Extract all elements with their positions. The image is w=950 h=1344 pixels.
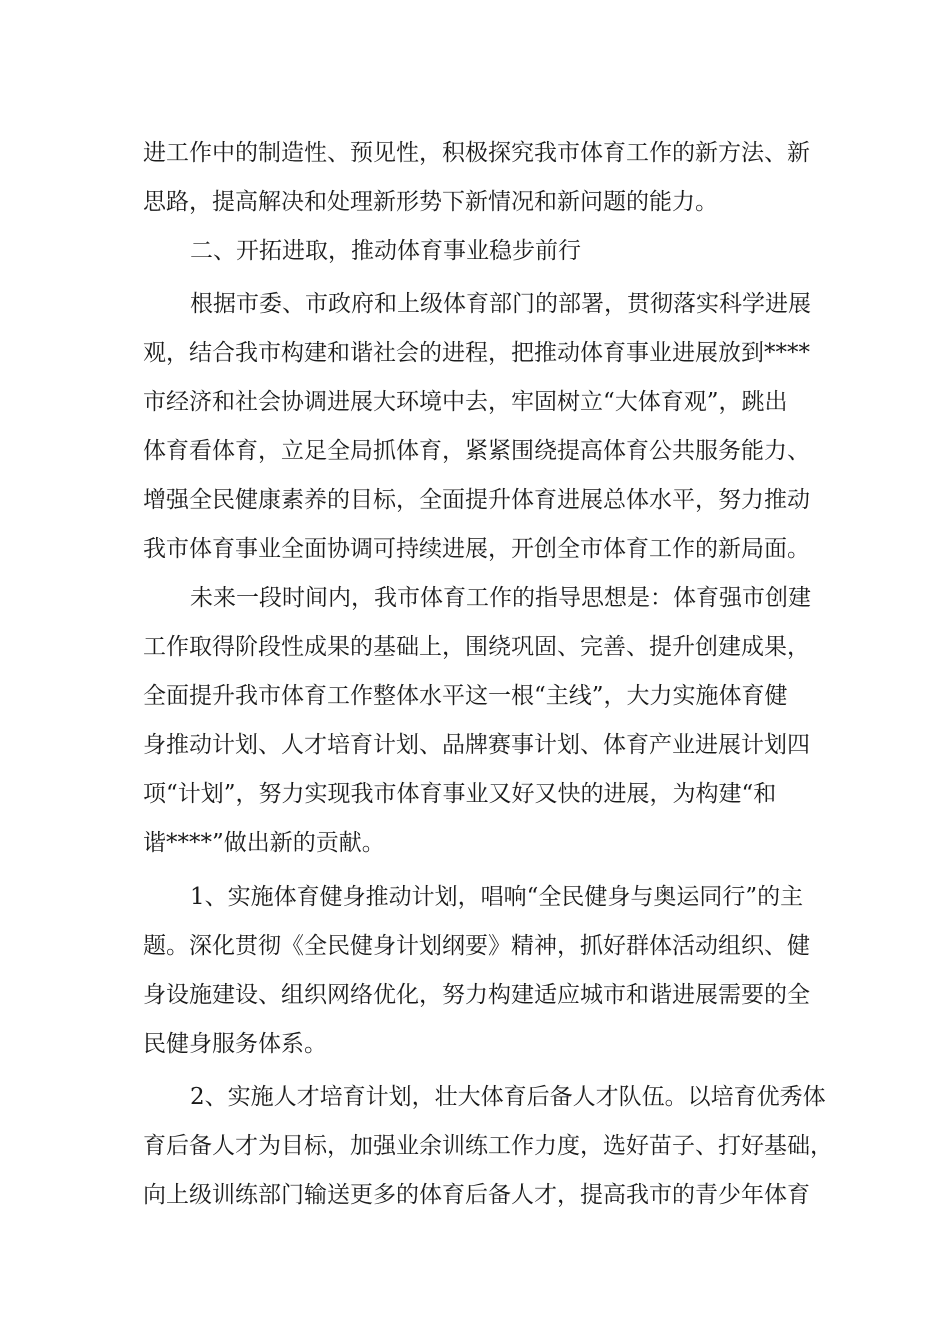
- text-line: 向上级训练部门输送更多的体育后备人才，提高我市的青少年体育: [143, 1182, 810, 1208]
- text-line: 题。深化贯彻《全民健身计划纲要》精神，抓好群体活动组织、健: [143, 933, 810, 959]
- text-line: 市经济和社会协调进展大环境中去，牢固树立“大体育观”，跳出: [143, 389, 788, 415]
- text-line: 项“计划”，努力实现我市体育事业又好又快的进展，为构建“和: [143, 781, 777, 807]
- text-line: 未来一段时间内，我市体育工作的指导思想是：体育强市创建: [190, 585, 811, 611]
- text-line: 育后备人才为目标，加强业余训练工作力度，选好苗子、打好基础，: [143, 1133, 833, 1159]
- text-line: 1、实施体育健身推动计划，唱响“全民健身与奥运同行”的主: [190, 884, 804, 910]
- text-line: 全面提升我市体育工作整体水平这一根“主线”，大力实施体育健: [143, 683, 788, 709]
- text-line: 身设施建设、组织网络优化，努力构建适应城市和谐进展需要的全: [143, 982, 810, 1008]
- section-heading: 二、开拓进取，推动体育事业稳步前行: [190, 238, 581, 264]
- text-line: 谐****”做出新的贡献。: [143, 830, 385, 856]
- text-line: 我市体育事业全面协调可持续进展，开创全市体育工作的新局面。: [143, 536, 810, 562]
- text-line: 身推动计划、人才培育计划、品牌赛事计划、体育产业进展计划四: [143, 732, 810, 758]
- text-line: 2、实施人才培育计划，壮大体育后备人才队伍。以培育优秀体: [190, 1084, 826, 1110]
- text-line: 体育看体育，立足全局抓体育，紧紧围绕提高体育公共服务能力、: [143, 438, 810, 464]
- text-line: 工作取得阶段性成果的基础上，围绕巩固、完善、提升创建成果，: [143, 634, 810, 660]
- text-line: 进工作中的制造性、预见性，积极探究我市体育工作的新方法、新: [143, 140, 810, 166]
- text-line: 思路，提高解决和处理新形势下新情况和新问题的能力。: [143, 189, 718, 215]
- text-line: 观，结合我市构建和谐社会的进程，把推动体育事业进展放到****: [143, 340, 810, 366]
- text-line: 民健身服务体系。: [143, 1031, 327, 1057]
- text-line: 根据市委、市政府和上级体育部门的部署，贯彻落实科学进展: [190, 291, 811, 317]
- text-line: 增强全民健康素养的目标，全面提升体育进展总体水平，努力推动: [143, 487, 810, 513]
